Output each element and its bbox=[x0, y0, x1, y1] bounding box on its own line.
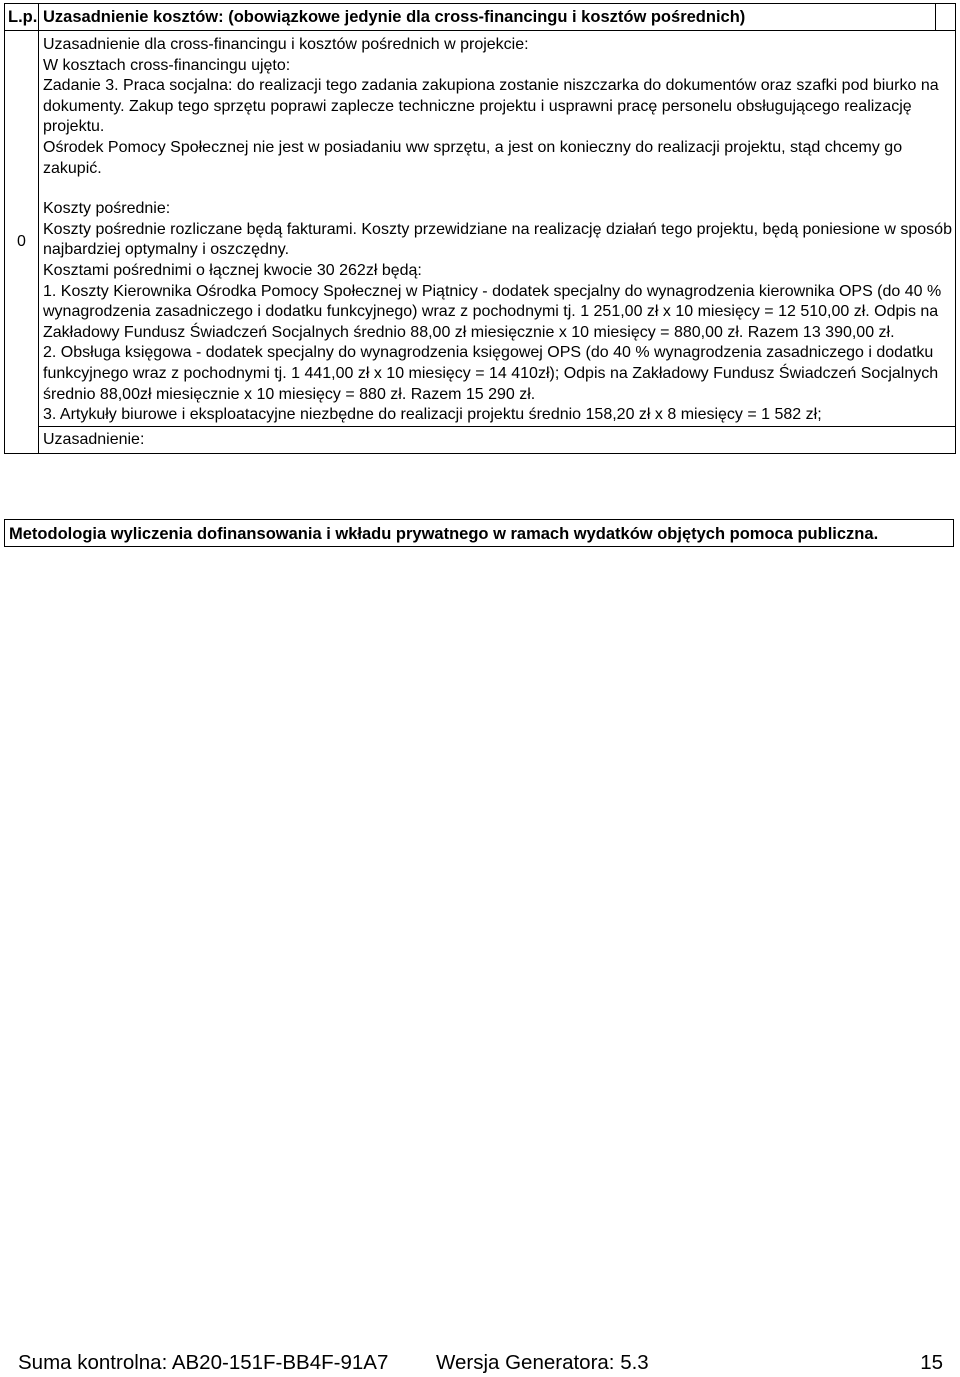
table-row bbox=[5, 426, 956, 453]
generator-version: Wersja Generatora: 5.3 bbox=[436, 1351, 649, 1374]
table-header-row bbox=[5, 4, 956, 31]
header-filler-cell bbox=[936, 4, 956, 31]
justification-line: Koszty pośrednie rozliczane będą fakturami. Koszty przewidziane na realizację działań tego projektu, będą poniesione w sposób najbardziej optymalny i oszczędny. bbox=[43, 220, 952, 259]
justification-line: Ośrodek Pomocy Społecznej nie jest w posiadaniu ww sprzętu, a jest on konieczny do realizacji projektu, stąd chcemy go zakupić. bbox=[43, 138, 903, 177]
checksum-text: Suma kontrolna: AB20-151F-BB4F-91A7 bbox=[18, 1351, 389, 1374]
justification-line: Kosztami pośrednimi o łącznej kwocie 30 262zł będą: bbox=[43, 261, 422, 279]
justification-label: Uzasadnienie: bbox=[39, 426, 956, 453]
justification-line: 3. Artykuły biurowe i eksploatacyjne niezbędne do realizacji projektu średnio 158,20 zł x 8 miesięcy = 1 582 zł; bbox=[43, 406, 822, 424]
justification-line: Zadanie 3. Praca socjalna: do realizacji tego zadania zakupiona zostanie niszczarka do dokumentów oraz szafki pod biurko na dokumenty. Zakup tego sprzętu poprawi zaplecze techniczne projektu i usprawni pracę personelu obsługującego realizację projektu. bbox=[43, 77, 939, 136]
justification-table bbox=[4, 3, 956, 454]
costs-justification-header: Uzasadnienie kosztów: (obowiązkowe jedynie dla cross-financingu i kosztów pośrednich) bbox=[39, 4, 936, 31]
justification-line: Uzasadnienie dla cross-financingu i kosztów pośrednich w projekcie: bbox=[43, 36, 529, 53]
justification-line: 1. Koszty Kierownika Ośrodka Pomocy Społecznej w Piątnicy - dodatek specjalny do wynagrodzenia kierownika OPS (do 40 % wynagrodzenia zasadniczego i dodatku funkcyjnego) wraz z pochodnymi tj. 1 251,00 zł x 10 miesięcy = 12 510,00 zł. Odpis na Zakładowy Fundusz Świadczeń Socjalnych średnio 88,00 zł miesięcznie x 10 miesięcy = 880,00 zł. Razem 13 390,00 zł. bbox=[43, 282, 942, 341]
justification-text-cell bbox=[39, 31, 956, 427]
justification-line: Koszty pośrednie: bbox=[43, 200, 171, 218]
methodology-heading: Metodologia wyliczenia dofinansowania i wkładu prywatnego w ramach wydatków objętych pomoca publiczna. bbox=[4, 519, 954, 547]
justification-line: W kosztach cross-financingu ujęto: bbox=[43, 56, 291, 74]
page-footer bbox=[18, 1349, 943, 1377]
lp-header: L.p. bbox=[5, 4, 39, 31]
justification-line: 2. Obsługa księgowa - dodatek specjalny do wynagrodzenia księgowej OPS (do 40 % wynagrodzenia zasadniczego i dodatku funkcyjnego wraz z pochodnymi tj. 1 441,00 zł x 10 miesięcy = 14 410zł); Odpis na Zakładowy Fundusz Świadczeń Socjalnych średnio 88,00zł miesięcznie x 10 miesięcy = 880 zł. Razem 15 290 zł. bbox=[43, 344, 939, 403]
justification-blank-line bbox=[43, 179, 955, 199]
table-row bbox=[5, 31, 956, 427]
page-number: 15 bbox=[920, 1351, 943, 1374]
row-number: 0 bbox=[5, 31, 39, 454]
